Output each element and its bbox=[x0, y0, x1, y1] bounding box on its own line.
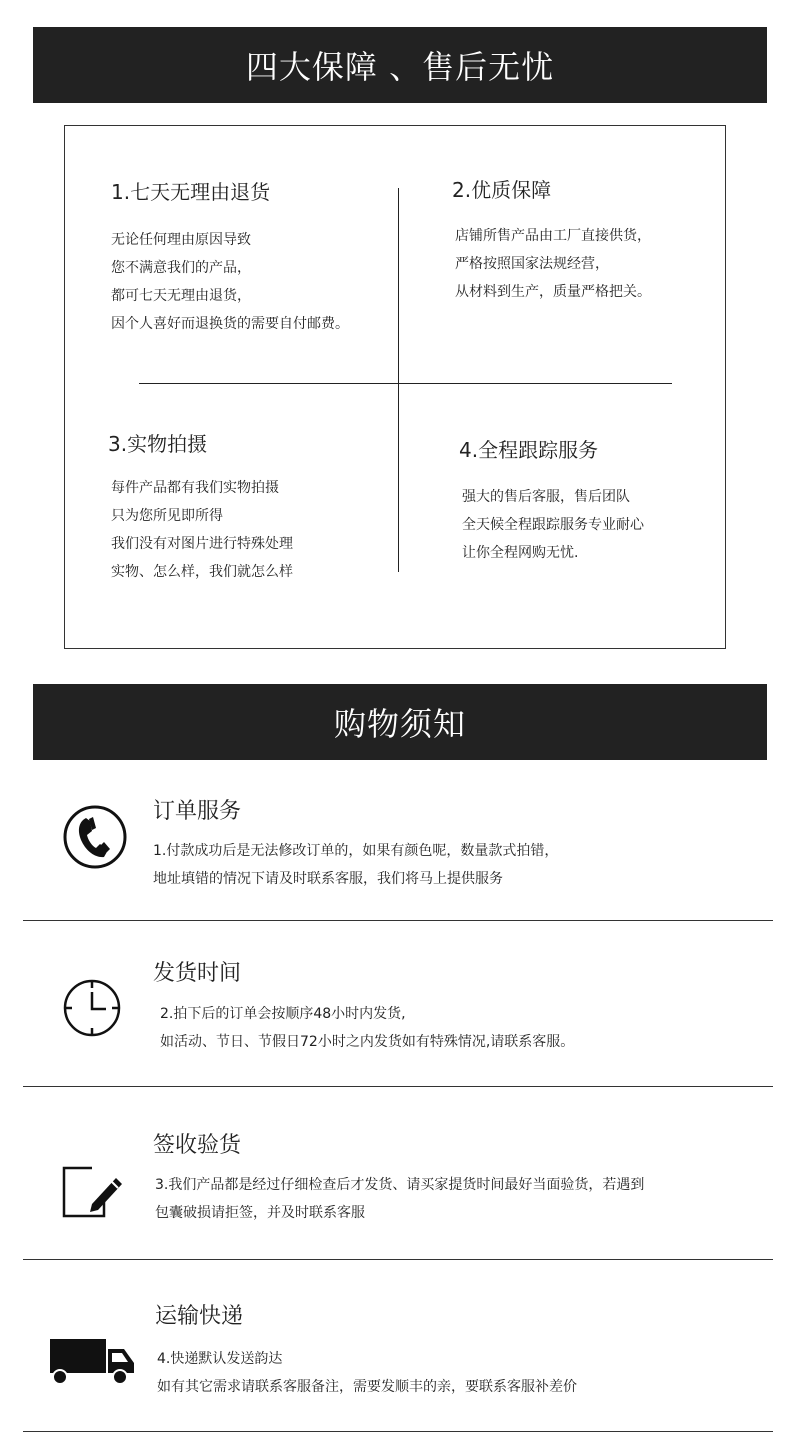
guarantee-banner-title: 四大保障 、售后无忧 bbox=[245, 48, 555, 86]
section-divider bbox=[23, 1086, 773, 1087]
notice-section-text: 3.我们产品都是经过仔细检查后才发货、请买家提货时间最好当面验货，若遇到 包囊破损请拒签，并及时联系客服 bbox=[155, 1177, 645, 1221]
guarantee-item-text: 无论任何理由原因导致 您不满意我们的产品， 都可七天无理由退货， 因个人喜好而退换货的需要自付邮费。 bbox=[111, 232, 349, 332]
guarantee-item-title: 1.七天无理由退货 bbox=[111, 180, 271, 204]
section-divider bbox=[23, 920, 773, 921]
notice-section-shipping bbox=[0, 940, 790, 1086]
notice-section-title: 订单服务 bbox=[153, 799, 242, 824]
guarantee-item-text: 强大的售后客服，售后团队 全天候全程跟踪服务专业耐心 让你全程网购无忧. bbox=[462, 489, 644, 561]
document-pen-icon bbox=[62, 1166, 124, 1222]
notice-section-title: 签收验货 bbox=[153, 1133, 242, 1158]
notice-section-text: 1.付款成功后是无法修改订单的，如果有颜色呢，数量款式拍错， 地址填错的情况下请及时联系客服，我们将马上提供服务 bbox=[153, 843, 559, 887]
vertical-divider bbox=[398, 188, 399, 572]
guarantee-item-title: 4.全程跟踪服务 bbox=[459, 438, 599, 462]
truck-icon bbox=[48, 1337, 136, 1385]
notice-banner bbox=[33, 684, 767, 760]
clock-icon bbox=[62, 978, 122, 1038]
notice-section-title: 运输快递 bbox=[155, 1304, 244, 1329]
guarantee-banner bbox=[33, 27, 767, 103]
horizontal-divider bbox=[139, 383, 672, 384]
notice-section-text: 2.拍下后的订单会按顺序48小时内发货, 如活动、节日、节假日72小时之内发货如有特殊情况,请联系客服。 bbox=[160, 1006, 575, 1050]
section-divider bbox=[23, 1259, 773, 1260]
notice-section-text: 4.快递默认发送韵达 如有其它需求请联系客服备注，需要发顺丰的亲，要联系客服补差价 bbox=[157, 1351, 577, 1395]
guarantee-item-text: 店铺所售产品由工厂直接供货， 严格按照国家法规经营， 从材料到生产，质量严格把关。 bbox=[455, 228, 651, 300]
guarantee-item-title: 3.实物拍摄 bbox=[108, 432, 208, 456]
guarantee-box bbox=[64, 125, 726, 649]
notice-section-order bbox=[0, 780, 790, 920]
phone-icon bbox=[62, 804, 128, 870]
guarantee-item-title: 2.优质保障 bbox=[452, 178, 552, 202]
notice-banner-title: 购物须知 bbox=[333, 705, 466, 743]
notice-section-inspection bbox=[0, 1106, 790, 1259]
guarantee-item-text: 每件产品都有我们实物拍摄 只为您所见即所得 我们没有对图片进行特殊处理 实物、怎么样，我们就怎么样 bbox=[111, 480, 293, 580]
notice-section-title: 发货时间 bbox=[153, 961, 242, 986]
section-divider bbox=[23, 1431, 773, 1432]
notice-section-courier bbox=[0, 1279, 790, 1431]
